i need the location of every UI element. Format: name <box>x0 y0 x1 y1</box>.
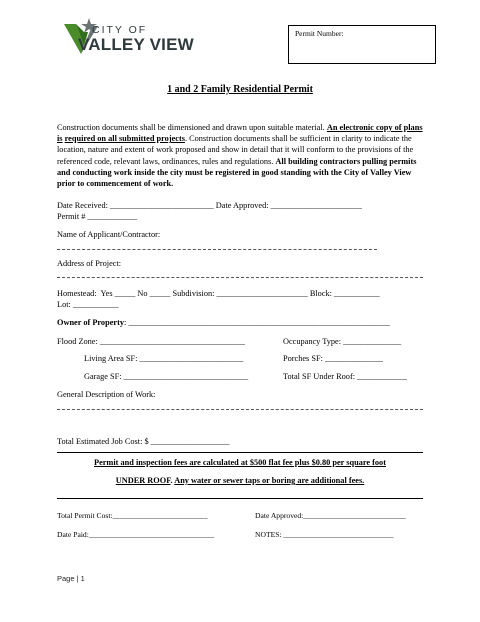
porches-field[interactable]: Porches SF: ______________ <box>283 354 384 363</box>
notes-field[interactable]: NOTES: _____________________________ <box>255 530 394 539</box>
intro-text-start: Construction documents shall be dimensioned and drawn upon suitable material. <box>57 123 327 132</box>
occupancy-type-field[interactable]: Occupancy Type: ______________ <box>283 337 402 346</box>
job-cost-field[interactable]: Total Estimated Job Cost: $ ___________________ <box>57 437 230 446</box>
form-title <box>0 84 480 95</box>
lot-field[interactable]: Lot: ___________ <box>57 300 119 309</box>
intro-contractor-notice: All building contractors pulling permits and conducting work inside the city must be registered in good standing with the City of Valley View prior to commencement of work. <box>57 156 417 189</box>
owner-field[interactable] <box>57 318 390 327</box>
permit-number-field[interactable]: Permit # ____________ <box>57 212 138 221</box>
intro-paragraph <box>57 122 423 189</box>
date-approved-field[interactable]: Date Approved:___________________________ <box>255 511 406 520</box>
general-description-line[interactable] <box>57 409 423 410</box>
total-sf-field[interactable]: Total SF Under Roof: ____________ <box>283 372 407 381</box>
homestead-field[interactable]: Homestead: Yes _____ No _____ Subdivision: ______________________ Block: ___________ <box>57 289 380 298</box>
general-description-label: General Description of Work: <box>57 390 156 399</box>
logo-name-text: VALLEY VIEW <box>78 35 194 54</box>
date-received-field[interactable]: Date Received: _________________________ Date Approved: ______________________ <box>57 201 362 210</box>
intro-text-end: . Construction documents shall be sufficient in clarity to indicate the location, nature and extent of work proposed and show in detail that it will conform to the provisions of the referenced code, relevant laws, ordinances, rules and regulations. <box>57 134 414 166</box>
fee-additional: Any water or sewer taps or boring are additional fees. <box>174 476 365 485</box>
total-permit-cost-field[interactable]: Total Permit Cost:_________________________ <box>57 511 208 520</box>
address-line[interactable] <box>57 277 423 278</box>
living-area-field[interactable]: Living Area SF: _________________________ <box>84 354 244 363</box>
fee-under-roof: UNDER ROOF <box>115 476 171 485</box>
fee-separator-top <box>57 452 423 453</box>
fee-separator-bottom <box>57 498 423 499</box>
owner-label: Owner of Property <box>57 318 124 327</box>
applicant-line[interactable] <box>57 249 377 250</box>
fee-notice-line1: Permit and inspection fees are calculated at $500 flat fee plus $0.80 per square foot <box>94 458 386 467</box>
garage-field[interactable]: Garage SF: ______________________________ <box>84 372 249 381</box>
logo-city-text: CITY OF <box>92 24 148 36</box>
address-label: Address of Project: <box>57 259 122 268</box>
page-number: Page | 1 <box>57 574 85 583</box>
form-title-text: 1 and 2 Family Residential Permit <box>167 84 313 95</box>
intro-electronic-copy: An electronic copy of plans is <box>57 123 423 144</box>
applicant-label: Name of Applicant/Contractor: <box>57 230 161 239</box>
fee-notice-line2: UNDER ROOF. Any water or sewer taps or boring are additional fees. <box>115 476 365 485</box>
owner-line: : _______________________________________________________________ <box>123 318 390 327</box>
date-paid-field[interactable]: Date Paid:_________________________________ <box>57 530 215 539</box>
permit-number-label: Permit Number: <box>295 29 344 38</box>
permit-number-box[interactable] <box>288 25 436 64</box>
intro-required-projects: required on all submitted projects <box>64 134 185 144</box>
flood-zone-field[interactable]: Flood Zone: ___________________________________ <box>57 337 246 346</box>
